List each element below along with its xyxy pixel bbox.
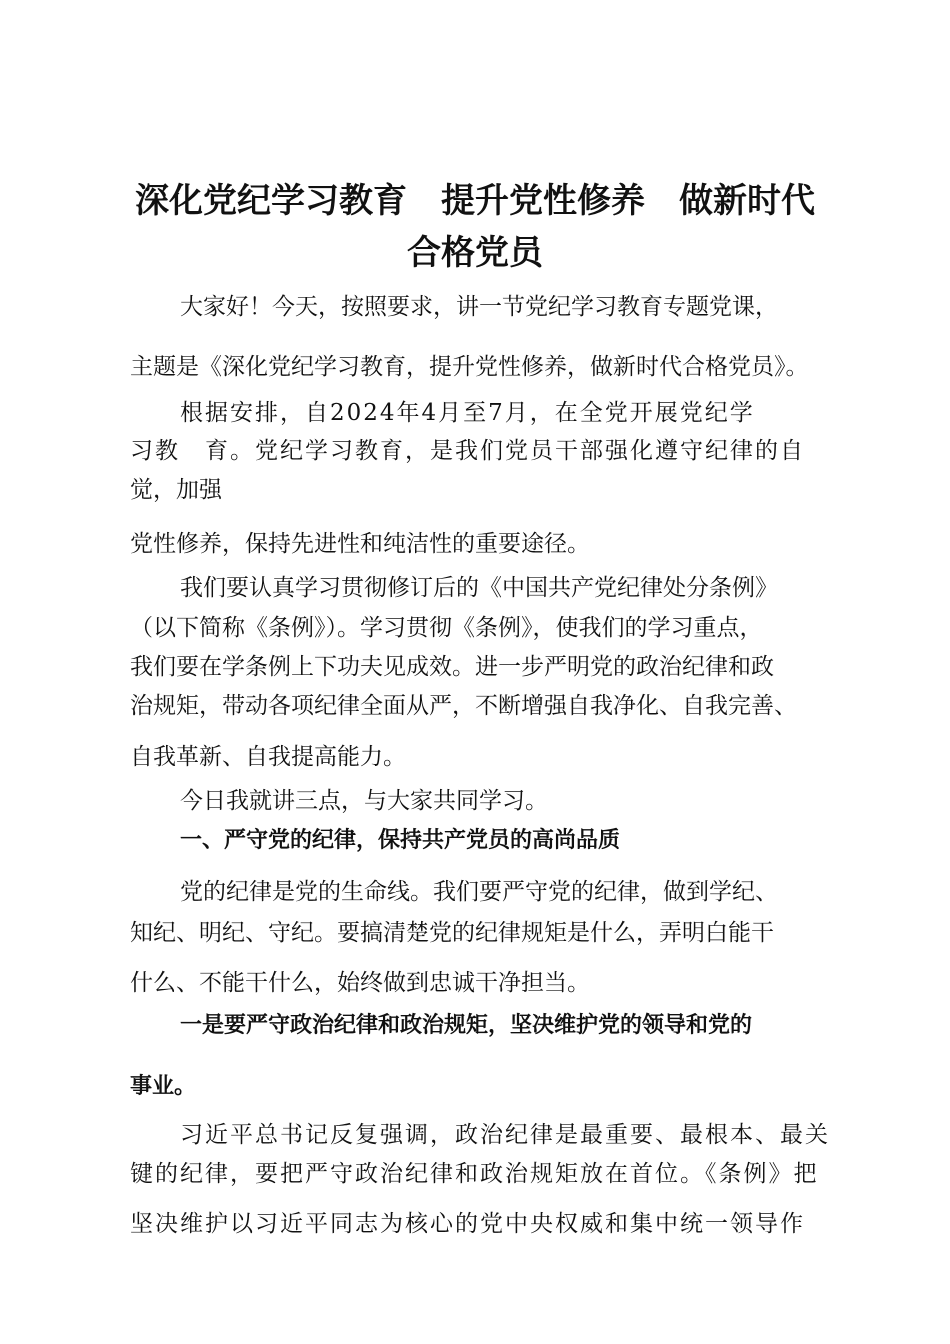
subsection-heading: 一是要严守政治纪律和政治规矩，坚决维护党的领导和党的 [180, 1013, 753, 1038]
paragraph-line: 我们要在学条例上下功夫见成效。进一步严明党的政治纪律和政 [130, 654, 774, 680]
paragraph-line: 大家好！今天，按照要求，讲一节党纪学习教育专题党课， [180, 294, 778, 320]
paragraph-line: 坚决维护以习近平同志为核心的党中央权威和集中统一领导作 [130, 1211, 805, 1237]
paragraph-line: 自我革新、自我提高能力。 [130, 744, 406, 770]
paragraph-line: 知纪、明纪、守纪。要搞清楚党的纪律规矩是什么，弄明白能干 [130, 920, 774, 946]
paragraph-line: 觉，加强 [130, 477, 222, 503]
paragraph-line: 党的纪律是党的生命线。我们要严守党的纪律，做到学纪、 [180, 879, 778, 905]
paragraph-line: 习近平总书记反复强调，政治纪律是最重要、最根本、最关 [180, 1122, 830, 1148]
paragraph-line: 主题是《深化党纪学习教育，提升党性修养，做新时代合格党员》。 [130, 354, 809, 380]
document-title-line-2: 合格党员 [407, 233, 543, 273]
paragraph-line: 根据安排，自2024年4月至7月，在全党开展党纪学 [180, 400, 755, 426]
paragraph-line: 什么、不能干什么，始终做到忠诚干净担当。 [130, 970, 590, 996]
document-title-line-1: 深化党纪学习教育 提升党性修养 做新时代 [135, 181, 815, 221]
paragraph-line: 治规矩，带动各项纪律全面从严，不断增强自我净化、自我完善、 [130, 693, 797, 719]
paragraph-line: （以下简称《条例》）。学习贯彻《条例》，使我们的学习重点， [130, 615, 763, 641]
paragraph-line: 我们要认真学习贯彻修订后的《中国共产党纪律处分条例》 [180, 575, 778, 601]
paragraph-line: 党性修养，保持先进性和纯洁性的重要途径。 [130, 531, 590, 557]
section-heading: 一、严守党的纪律，保持共产党员的高尚品质 [180, 828, 621, 853]
paragraph-line: 习教 育。党纪学习教育，是我们党员干部强化遵守纪律的自 [130, 438, 805, 464]
subsection-heading: 事业。 [130, 1074, 197, 1099]
paragraph-line: 今日我就讲三点，与大家共同学习。 [180, 788, 548, 814]
paragraph-line: 键的纪律，要把严守政治纪律和政治规矩放在首位。《条例》把 [130, 1161, 819, 1187]
